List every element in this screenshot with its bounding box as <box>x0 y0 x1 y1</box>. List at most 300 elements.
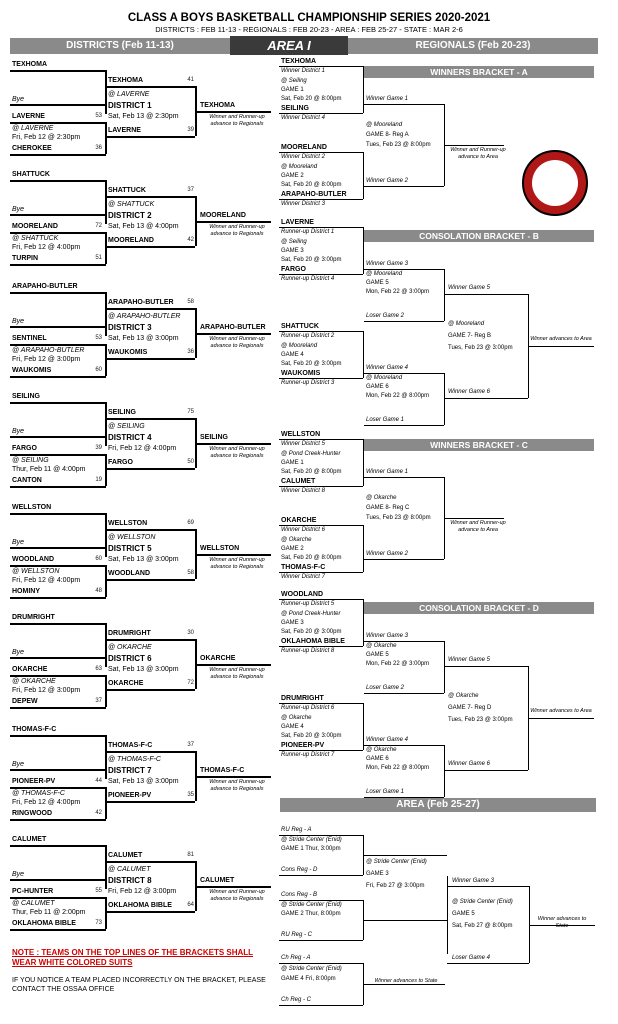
bracket-line <box>10 292 106 294</box>
score: 73 <box>95 920 102 926</box>
bye-label: Bye <box>12 539 25 546</box>
area-location: @ Stride Center (Enid) <box>281 966 342 972</box>
district-final-date: Sat, Feb 13 @ 3:00pm <box>108 666 179 673</box>
score: 41 <box>187 77 194 83</box>
regional-team-bottom: Loser Game 1 <box>366 789 405 795</box>
score: 72 <box>95 223 102 229</box>
score: 81 <box>187 852 194 858</box>
bracket-line <box>105 565 107 597</box>
area-date: Fri, Feb 27 @ 3:00pm <box>366 883 425 889</box>
bracket-line <box>10 180 106 182</box>
district-semi-location: @ ARAPAHO-BUTLER <box>108 313 181 320</box>
regional-location: @ Pond Creek-Hunter <box>281 611 341 617</box>
score: 44 <box>95 778 102 784</box>
bracket-line <box>363 439 364 486</box>
score: 37 <box>95 698 102 704</box>
bracket-line <box>105 468 195 470</box>
regional-team-bottom: FARGO <box>281 266 306 273</box>
advance-note: Winner and Runner-up advance to Regionals <box>209 667 265 680</box>
bracket-line <box>528 718 594 719</box>
bracket-line <box>105 86 195 88</box>
area-team-top: Winner Game 3 <box>452 878 494 884</box>
bye-label: Bye <box>12 428 25 435</box>
district-final-date: Fri, Feb 12 @ 4:00pm <box>108 445 177 452</box>
regional-game: GAME 3 <box>281 620 304 626</box>
page-subtitle: DISTRICTS : FEB 11-13 - REGIONALS : FEB 20-23 - AREA : FEB 25-27 - STATE : MAR 2-6 <box>155 25 463 34</box>
regional-final-game: GAME 7- Reg B <box>448 333 492 339</box>
bracket-line <box>364 477 444 478</box>
regional-date: Sat, Feb 20 @ 8:00pm <box>281 96 342 102</box>
bracket-line <box>444 770 528 771</box>
regional-final-top: Winner Game 5 <box>448 657 490 663</box>
regional-game: GAME 4 <box>281 352 304 358</box>
page-title: CLASS A BOYS BASKETBALL CHAMPIONSHIP SERIES 2020-2021 <box>127 12 491 24</box>
regional-location: @ Mooreland <box>366 375 403 381</box>
regional-final-location: @ Okarche <box>448 693 479 699</box>
districts-header: DISTRICTS (Feb 11-13) <box>10 38 230 54</box>
bye-label: Bye <box>12 318 25 325</box>
regional-final-bottom: Winner Game 6 <box>448 761 490 767</box>
score: 64 <box>187 902 194 908</box>
area-game: GAME 1 Thur, 3:00pm <box>281 846 341 852</box>
score: 36 <box>95 145 102 151</box>
bracket-line <box>105 344 107 376</box>
regional-team-bottom: SEILING <box>281 105 310 112</box>
area-team-bottom: Cons Reg - D <box>281 867 318 873</box>
bracket-line <box>105 787 107 819</box>
bracket-line <box>528 346 594 347</box>
district-first-round-date: Thur, Feb 11 @ 2:00pm <box>12 909 86 916</box>
uniform-note: NOTE : TEAMS ON THE TOP LINES OF THE BRACKETS SHALL WEAR WHITE COLORED SUITS <box>12 948 254 967</box>
regional-game: GAME 2 <box>281 546 304 552</box>
score: 42 <box>95 810 102 816</box>
bye-label: Bye <box>12 761 25 768</box>
regional-date: Sat, Feb 20 @ 3:00pm <box>281 257 342 263</box>
regional-location: @ Okarche <box>281 715 312 721</box>
regional-date: Mon, Feb 22 @ 8:00pm <box>366 393 430 399</box>
district-team-2: HOMINY <box>12 588 40 595</box>
district-first-round-location: @ SHATTUCK <box>12 235 59 242</box>
regional-source: Winner District 1 <box>281 68 325 74</box>
district-first-round-location: @ SEILING <box>12 457 49 464</box>
bye-label: Bye <box>12 96 25 103</box>
regional-source: Winner District 6 <box>281 527 325 533</box>
district-champion: ARAPAHO-BUTLER <box>200 324 266 331</box>
district-champion: CALUMET <box>200 877 235 884</box>
district-champion: MOORELAND <box>200 212 246 219</box>
district-first-round-location: @ ARAPAHO-BUTLER <box>12 347 85 354</box>
regional-team-top: LAVERNE <box>281 219 314 226</box>
regional-source: Winner District 7 <box>281 574 325 580</box>
district-first-round-date: Fri, Feb 12 @ 3:00pm <box>12 687 81 694</box>
bracket-line <box>10 376 106 378</box>
bracket-line <box>105 801 195 803</box>
bracket-line <box>363 855 447 856</box>
district-team-2: TURPIN <box>12 255 39 262</box>
bracket-line <box>10 769 106 771</box>
regional-final-date: Tues, Feb 23 @ 3:00pm <box>448 345 513 351</box>
bracket-line <box>105 70 107 114</box>
district-semi-location: @ SHATTUCK <box>108 201 155 208</box>
score: 39 <box>95 445 102 451</box>
district-semi-team-top: SEILING <box>108 409 137 416</box>
area-team-bottom: RU Reg - C <box>281 932 313 938</box>
bracket-line <box>10 214 106 216</box>
regional-advance: Winner advances to Area <box>530 336 592 342</box>
regional-location: @ Mooreland <box>281 164 318 170</box>
district-first-round-date: Fri, Feb 12 @ 4:00pm <box>12 244 81 251</box>
district-team-2: RINGWOOD <box>12 810 53 817</box>
regional-source: Runner-up District 5 <box>281 601 335 607</box>
bracket-line <box>10 264 106 266</box>
regional-source: Runner-up District 4 <box>281 276 335 282</box>
bracket-line <box>105 232 107 264</box>
bracket-line <box>105 196 195 198</box>
regional-source: Winner District 8 <box>281 488 325 494</box>
bracket-line <box>195 776 271 778</box>
bracket-line <box>10 657 106 659</box>
bracket-line <box>444 745 445 797</box>
bracket-line <box>363 66 364 113</box>
bracket-section-header: CONSOLATION BRACKET - B <box>364 230 594 242</box>
district-semi-location: @ THOMAS-F-C <box>108 756 161 763</box>
district-top-seed: DRUMRIGHT <box>12 614 55 621</box>
district-name: DISTRICT 7 <box>108 766 152 775</box>
district-top-seed: SHATTUCK <box>12 171 50 178</box>
bracket-line <box>444 641 445 693</box>
district-semi-team-top: THOMAS-F-C <box>108 742 153 749</box>
regional-location: @ Seiling <box>281 239 307 245</box>
score: 42 <box>187 237 194 243</box>
bracket-line <box>105 513 107 557</box>
bracket-line <box>105 308 195 310</box>
bracket-line <box>364 104 444 105</box>
area-game: GAME 2 Thur, 8:00pm <box>281 911 341 917</box>
regional-team-top: DRUMRIGHT <box>281 695 324 702</box>
bracket-line <box>105 845 107 889</box>
district-team-1: LAVERNE <box>12 113 45 120</box>
regional-final-game: GAME 8- Reg C <box>366 505 410 511</box>
bracket-line <box>363 227 364 274</box>
bracket-line <box>105 418 195 420</box>
regional-source: Runner-up District 1 <box>281 229 335 235</box>
regional-game: GAME 1 <box>281 87 304 93</box>
bracket-section-header: WINNERS BRACKET - C <box>364 439 594 451</box>
district-semi-team-top: DRUMRIGHT <box>108 630 151 637</box>
bracket-line <box>364 425 444 426</box>
regional-source: Runner-up District 6 <box>281 705 335 711</box>
area-advance: Winner advances to State <box>537 916 587 929</box>
bracket-line <box>105 292 107 336</box>
district-team-1: PIONEER-PV <box>12 778 56 785</box>
regional-date: Mon, Feb 22 @ 3:00pm <box>366 661 430 667</box>
district-semi-location: @ CALUMET <box>108 866 151 873</box>
bracket-line <box>105 861 195 863</box>
bracket-line <box>279 940 363 941</box>
regional-team-bottom: ARAPAHO-BUTLER <box>281 191 347 198</box>
score: 30 <box>187 630 194 636</box>
score: 53 <box>95 113 102 119</box>
regional-team-top: WOODLAND <box>281 591 323 598</box>
regional-advance: Winner advances to Area <box>530 708 592 714</box>
bracket-line <box>105 246 195 248</box>
bracket-line <box>195 111 271 113</box>
regional-team-top: WELLSTON <box>281 431 321 438</box>
regional-source: Runner-up District 8 <box>281 648 335 654</box>
regional-location: @ Okarche <box>281 537 312 543</box>
area-team-top: RU Reg - A <box>281 827 312 833</box>
area-section-header: AREA (Feb 25-27) <box>280 798 596 812</box>
bracket-line <box>444 373 445 425</box>
area-team-bottom: Ch Reg - C <box>281 997 312 1003</box>
score: 36 <box>187 349 194 355</box>
district-semi-location: @ LAVERNE <box>108 91 150 98</box>
area-team-bottom: Loser Game 4 <box>452 955 491 961</box>
regional-date: Sat, Feb 20 @ 3:00pm <box>281 733 342 739</box>
bracket-line <box>10 707 106 709</box>
regional-source: Runner-up District 7 <box>281 752 335 758</box>
score: 58 <box>187 570 194 576</box>
contact-note: IF YOU NOTICE A TEAM PLACED INCORRECTLY ON THE BRACKET, PLEASE CONTACT THE OSSAA OFFICE <box>12 977 266 993</box>
district-first-round-date: Thur, Feb 11 @ 4:00pm <box>12 466 86 473</box>
district-first-round-date: Fri, Feb 12 @ 4:00pm <box>12 577 81 584</box>
regional-final-date: Tues, Feb 23 @ 8:00pm <box>366 515 431 521</box>
regional-date: Mon, Feb 22 @ 3:00pm <box>366 289 430 295</box>
bracket-line <box>363 525 364 572</box>
regional-location: @ Mooreland <box>366 271 403 277</box>
district-champion: SEILING <box>200 434 229 441</box>
bracket-line <box>10 845 106 847</box>
ossaa-logo <box>522 150 588 216</box>
district-name: DISTRICT 4 <box>108 433 152 442</box>
bracket-line <box>105 897 107 929</box>
regional-final-bottom: Winner Game 2 <box>366 551 408 557</box>
district-team-1: MOORELAND <box>12 223 58 230</box>
regional-date: Sat, Feb 20 @ 8:00pm <box>281 469 342 475</box>
advance-note: Winner and Runner-up advance to Regionals <box>209 557 265 570</box>
district-top-seed: CALUMET <box>12 836 47 843</box>
bracket-line <box>363 331 364 378</box>
area-advance: Winner advances to State <box>374 978 438 984</box>
district-semi-team-bottom: WAUKOMIS <box>108 349 148 356</box>
regional-game: GAME 1 <box>281 460 304 466</box>
score: 75 <box>187 409 194 415</box>
bracket-line <box>195 443 271 445</box>
regional-location: @ Pond Creek-Hunter <box>281 451 341 457</box>
score: 37 <box>187 742 194 748</box>
bracket-line <box>10 104 106 106</box>
district-team-1: FARGO <box>12 445 37 452</box>
bracket-line <box>10 70 106 72</box>
regional-source: Runner-up District 2 <box>281 333 335 339</box>
district-team-2: CHEROKEE <box>12 145 52 152</box>
regional-final-top: Winner Game 1 <box>366 469 408 475</box>
district-semi-team-bottom: MOORELAND <box>108 237 154 244</box>
district-first-round-location: @ OKARCHE <box>12 678 56 685</box>
district-semi-team-top: WELLSTON <box>108 520 148 527</box>
district-semi-team-bottom: PIONEER-PV <box>108 792 152 799</box>
regional-game: GAME 2 <box>281 173 304 179</box>
district-semi-location: @ OKARCHE <box>108 644 152 651</box>
district-top-seed: ARAPAHO-BUTLER <box>12 283 78 290</box>
district-semi-location: @ SEILING <box>108 423 145 430</box>
regionals-header: REGIONALS (Feb 20-23) <box>348 38 598 54</box>
regional-team-bottom: WAUKOMIS <box>281 370 321 377</box>
bracket-line <box>105 689 195 691</box>
regional-final-bottom: Winner Game 2 <box>366 178 408 184</box>
area-date: Sat, Feb 27 @ 8:00pm <box>452 923 513 929</box>
district-final-date: Sat, Feb 13 @ 2:30pm <box>108 113 179 120</box>
bracket-line <box>444 518 504 519</box>
advance-note: Winner and Runner-up advance to Regionals <box>209 889 265 902</box>
district-first-round-date: Fri, Feb 12 @ 3:00pm <box>12 356 81 363</box>
bracket-line <box>363 599 364 646</box>
bracket-line <box>10 547 106 549</box>
regional-team-bottom: CALUMET <box>281 478 316 485</box>
bracket-line <box>105 579 195 581</box>
district-first-round-location: @ WELLSTON <box>12 568 60 575</box>
bracket-line <box>444 294 528 295</box>
district-top-seed: THOMAS-F-C <box>12 726 57 733</box>
district-first-round-location: @ CALUMET <box>12 900 55 907</box>
regional-date: Sat, Feb 20 @ 8:00pm <box>281 182 342 188</box>
district-final-date: Sat, Feb 13 @ 4:00pm <box>108 223 179 230</box>
bracket-line <box>364 559 444 560</box>
regional-source: Winner District 3 <box>281 201 325 207</box>
score: 51 <box>95 255 102 261</box>
district-semi-team-bottom: OKARCHE <box>108 680 144 687</box>
district-team-2: WAUKOMIS <box>12 367 52 374</box>
regional-final-date: Tues, Feb 23 @ 8:00pm <box>366 142 431 148</box>
score: 58 <box>187 299 194 305</box>
score: 60 <box>95 367 102 373</box>
area-team-top: Cons Reg - B <box>281 892 318 898</box>
bracket-line <box>10 486 106 488</box>
bracket-line <box>363 152 364 199</box>
regional-game: GAME 6 <box>366 384 389 390</box>
area-game: GAME 3 <box>366 871 389 877</box>
district-first-round-location: @ THOMAS-F-C <box>12 790 65 797</box>
bracket-line <box>444 145 504 146</box>
district-semi-team-bottom: WOODLAND <box>108 570 150 577</box>
bracket-line <box>444 666 528 667</box>
regional-game: GAME 5 <box>366 652 389 658</box>
bye-label: Bye <box>12 206 25 213</box>
bracket-line <box>195 333 271 335</box>
regional-final-top: Winner Game 1 <box>366 96 408 102</box>
bracket-line <box>10 154 106 156</box>
advance-note: Winner and Runner-up advance to Regionals <box>209 336 265 349</box>
regional-team-bottom: THOMAS-F-C <box>281 564 326 571</box>
regional-team-bottom: Loser Game 2 <box>366 313 405 319</box>
regional-final-location: @ Mooreland <box>448 321 485 327</box>
regional-source: Winner District 5 <box>281 441 325 447</box>
district-semi-team-top: SHATTUCK <box>108 187 146 194</box>
bracket-line <box>447 963 529 964</box>
bracket-line <box>279 1005 363 1006</box>
regional-source: Winner District 4 <box>281 115 325 121</box>
regional-location: @ Mooreland <box>281 343 318 349</box>
advance-note: Winner and Runner-up advance to Regionals <box>209 446 265 459</box>
regional-team-top: SHATTUCK <box>281 323 319 330</box>
district-name: DISTRICT 8 <box>108 876 152 885</box>
area-location: @ Stride Center (Enid) <box>281 837 342 843</box>
bracket-line <box>363 703 364 750</box>
district-team-2: CANTON <box>12 477 42 484</box>
district-team-2: OKLAHOMA BIBLE <box>12 920 76 927</box>
advance-note: Winner and Runner-up advance to Regionals <box>209 224 265 237</box>
regional-team-top: Winner Game 4 <box>366 365 408 371</box>
score: 63 <box>95 666 102 672</box>
regional-game: GAME 5 <box>366 280 389 286</box>
regional-game: GAME 3 <box>281 248 304 254</box>
regional-final-date: Tues, Feb 23 @ 3:00pm <box>448 717 513 723</box>
district-name: DISTRICT 1 <box>108 101 152 110</box>
regional-team-top: Winner Game 4 <box>366 737 408 743</box>
bracket-line <box>195 221 271 223</box>
district-champion: WELLSTON <box>200 545 240 552</box>
district-team-1: WOODLAND <box>12 556 54 563</box>
district-team-1: OKARCHE <box>12 666 48 673</box>
score: 55 <box>95 888 102 894</box>
regional-team-top: Winner Game 3 <box>366 633 408 639</box>
district-first-round-date: Fri, Feb 12 @ 4:00pm <box>12 799 81 806</box>
bye-label: Bye <box>12 649 25 656</box>
district-champion: TEXHOMA <box>200 102 235 109</box>
district-name: DISTRICT 2 <box>108 211 152 220</box>
bracket-line <box>105 136 195 138</box>
regional-team-top: TEXHOMA <box>281 58 316 65</box>
bracket-line <box>279 875 363 876</box>
score: 53 <box>95 335 102 341</box>
bracket-line <box>105 454 107 486</box>
bracket-section-header: WINNERS BRACKET - A <box>364 66 594 78</box>
bracket-line <box>364 693 444 694</box>
bracket-line <box>279 963 363 964</box>
regional-final-top: Winner Game 5 <box>448 285 490 291</box>
district-final-date: Sat, Feb 13 @ 3:00pm <box>108 335 179 342</box>
bracket-line <box>105 639 195 641</box>
regional-final-location: @ Okarche <box>366 495 397 501</box>
bracket-line <box>105 751 195 753</box>
area-header: AREA I <box>230 36 348 55</box>
area-game: GAME 5 <box>452 911 475 917</box>
district-name: DISTRICT 6 <box>108 654 152 663</box>
bracket-line <box>10 326 106 328</box>
regional-team-bottom: OKLAHOMA BIBLE <box>281 638 345 645</box>
score: 39 <box>187 127 194 133</box>
bracket-line <box>10 513 106 515</box>
district-semi-team-bottom: LAVERNE <box>108 127 141 134</box>
district-name: DISTRICT 5 <box>108 544 152 553</box>
bracket-line <box>10 929 106 931</box>
bracket-line <box>105 402 107 446</box>
bracket-line <box>10 623 106 625</box>
score: 60 <box>95 556 102 562</box>
district-team-1: SENTINEL <box>12 335 47 342</box>
bracket-line <box>447 886 529 887</box>
bracket-line <box>105 180 107 224</box>
bracket-line <box>105 122 107 154</box>
regional-team-top: MOORELAND <box>281 144 327 151</box>
district-semi-team-top: TEXHOMA <box>108 77 143 84</box>
bracket-line <box>105 529 195 531</box>
regional-final-location: @ Mooreland <box>366 122 403 128</box>
area-game: GAME 4 Fri, 8:00pm <box>281 976 336 982</box>
bracket-line <box>105 735 107 779</box>
score: 37 <box>187 187 194 193</box>
district-semi-team-bottom: OKLAHOMA BIBLE <box>108 902 172 909</box>
